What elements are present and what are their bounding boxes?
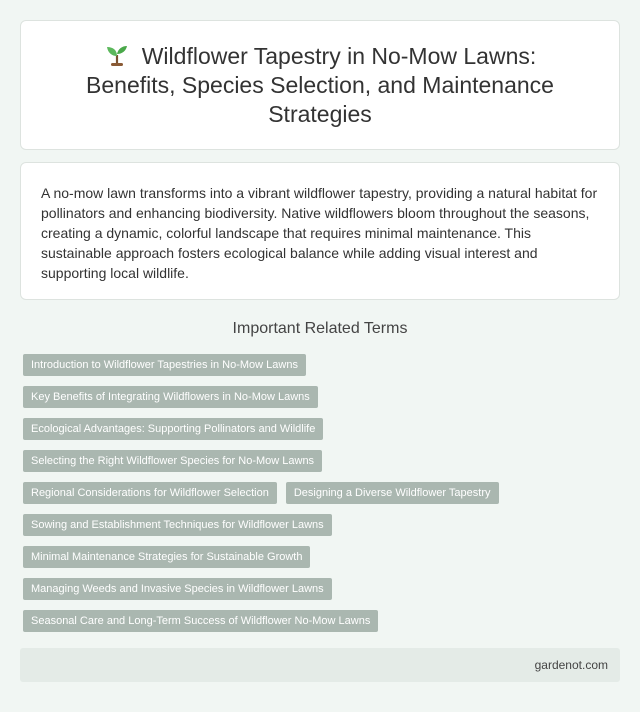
term-tag[interactable]: Minimal Maintenance Strategies for Sustainable Growth [23,546,310,568]
sprout-icon [104,43,130,67]
term-tag[interactable]: Selecting the Right Wildflower Species for No-Mow Lawns [23,450,322,472]
term-tag[interactable]: Designing a Diverse Wildflower Tapestry [286,482,499,504]
footer-site-link[interactable]: gardenot.com [534,658,608,672]
term-tag[interactable]: Introduction to Wildflower Tapestries in No-Mow Lawns [23,354,306,376]
footer [20,648,620,682]
term-tag[interactable]: Managing Weeds and Invasive Species in Wildflower Lawns [23,578,332,600]
related-terms-list [23,354,623,642]
page-title [21,42,619,129]
term-tag[interactable]: Seasonal Care and Long-Term Success of Wildflower No-Mow Lawns [23,610,378,632]
term-tag[interactable]: Ecological Advantages: Supporting Pollinators and Wildlife [23,418,323,440]
intro-card [20,162,620,300]
term-tag[interactable]: Key Benefits of Integrating Wildflowers in No-Mow Lawns [23,386,318,408]
page-title-text: Wildflower Tapestry in No-Mow Lawns: Benefits, Species Selection, and Maintenance Strategies [86,42,554,127]
term-tag[interactable]: Sowing and Establishment Techniques for Wildflower Lawns [23,514,332,536]
terms-heading: Important Related Terms [232,320,408,337]
title-card [20,20,620,150]
term-tag[interactable]: Regional Considerations for Wildflower Selection [23,482,277,504]
intro-paragraph: A no-mow lawn transforms into a vibrant wildflower tapestry, providing a natural habitat for pollinators and enhancing biodiversity. Native wildflowers bloom throughout the seasons, creating a dynamic, colorful landscape that requires minimal maintenance. This sustainable approach fosters ecological balance while adding visual interest and supporting local wildlife. [41,185,598,281]
